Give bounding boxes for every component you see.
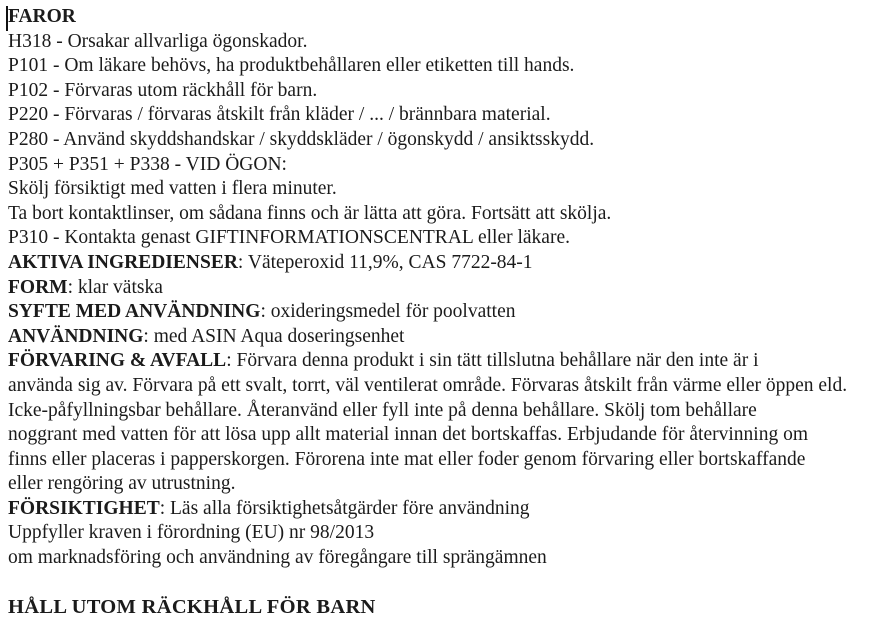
line-text: eller rengöring av utrustning. — [8, 473, 236, 495]
line-text: P101 - Om läkare behövs, ha produktbehållaren eller etiketten till hands. — [8, 55, 575, 77]
line-bold-label: AKTIVA INGREDIENSER — [8, 251, 238, 273]
line-text: om marknadsföring och användning av föregångare till sprängämnen — [8, 547, 547, 569]
line-text: : med ASIN Aqua doseringsenhet — [143, 325, 405, 347]
text-line-caution — [8, 497, 870, 522]
line-bold-label: SYFTE MED ANVÄNDNING — [8, 301, 261, 323]
text-line-usage — [8, 325, 870, 350]
line-text: noggrant med vatten för att lösa upp allt material innan det bortskaffas. Erbjudande för återvinning om — [8, 424, 808, 446]
line-text: : Förvara denna produkt i sin tätt tillslutna behållare när den inte är i — [226, 350, 759, 372]
line-text: P102 - Förvaras utom räckhåll för barn. — [8, 79, 318, 101]
line-text: Uppfyller kraven i förordning (EU) nr 98/2013 — [8, 522, 375, 544]
line-text: Icke-påfyllningsbar behållare. Återanvänd eller fyll inte på denna behållare. Skölj tom behållare — [8, 399, 757, 421]
text-line-storage-waste-2 — [8, 374, 870, 399]
text-line-regulation-1 — [8, 521, 870, 546]
text-line-storage-waste-5 — [8, 448, 870, 473]
text-line-purpose — [8, 300, 870, 325]
line-text: : Väteperoxid 11,9%, CAS 7722-84-1 — [237, 251, 533, 273]
text-line-form — [8, 276, 870, 301]
line-text: : oxideringsmedel för poolvatten — [260, 301, 516, 323]
text-line-faror-heading — [8, 5, 870, 30]
line-text: använda sig av. Förvara på ett svalt, torrt, väl ventilerat område. Förvaras åtskilt från värme eller öppen eld. — [8, 374, 848, 396]
line-bold-label: FÖRVARING & AVFALL — [8, 350, 227, 372]
text-line-blank — [8, 571, 870, 596]
line-bold-label: FORM — [8, 276, 68, 298]
line-bold-label: FÖRSIKTIGHET — [8, 497, 160, 519]
text-line-p280 — [8, 128, 870, 153]
text-line-storage-waste-3 — [8, 399, 870, 424]
text-line-p305-p351-p338 — [8, 153, 870, 178]
line-text: P280 - Använd skyddshandskar / skyddskläder / ögonskydd / ansiktsskydd. — [8, 128, 595, 150]
text-line-storage-waste-4 — [8, 423, 870, 448]
text-line-p101 — [8, 54, 870, 79]
line-text: : klar vätska — [67, 276, 163, 298]
line-text: : Läs alla försiktighetsåtgärder före användning — [159, 497, 530, 519]
line-bold-label: FAROR — [8, 6, 76, 27]
line-bold-label: HÅLL UTOM RÄCKHÅLL FÖR BARN — [8, 596, 376, 619]
text-line-p310 — [8, 226, 870, 251]
text-cursor-icon — [6, 6, 8, 31]
text-line-h318 — [8, 30, 870, 55]
line-text: finns eller placeras i papperskorgen. Förorena inte mat eller foder genom förvaring eller bortskaffande — [8, 448, 806, 470]
text-line-contact-lenses — [8, 202, 870, 227]
text-line-rinse-instruction — [8, 177, 870, 202]
text-line-p102 — [8, 79, 870, 104]
line-text: Ta bort kontaktlinser, om sådana finns och är lätta att göra. Fortsätt att skölja. — [8, 202, 612, 224]
line-bold-label: ANVÄNDNING — [8, 325, 144, 347]
line-text: H318 - Orsakar allvarliga ögonskador. — [8, 30, 308, 52]
text-line-storage-waste-6 — [8, 472, 870, 497]
text-line-regulation-2 — [8, 546, 870, 571]
line-text: P220 - Förvaras / förvaras åtskilt från kläder / ... / brännbara material. — [8, 104, 551, 126]
text-line-p220 — [8, 103, 870, 128]
text-line-active-ingredients — [8, 251, 870, 276]
line-text: P310 - Kontakta genast GIFTINFORMATIONSCENTRAL eller läkare. — [8, 227, 570, 249]
text-line-keep-out-of-reach — [8, 595, 870, 620]
line-text: Skölj försiktigt med vatten i flera minuter. — [8, 178, 337, 200]
text-line-storage-waste-1 — [8, 349, 870, 374]
line-text: P305 + P351 + P338 - VID ÖGON: — [8, 153, 287, 175]
